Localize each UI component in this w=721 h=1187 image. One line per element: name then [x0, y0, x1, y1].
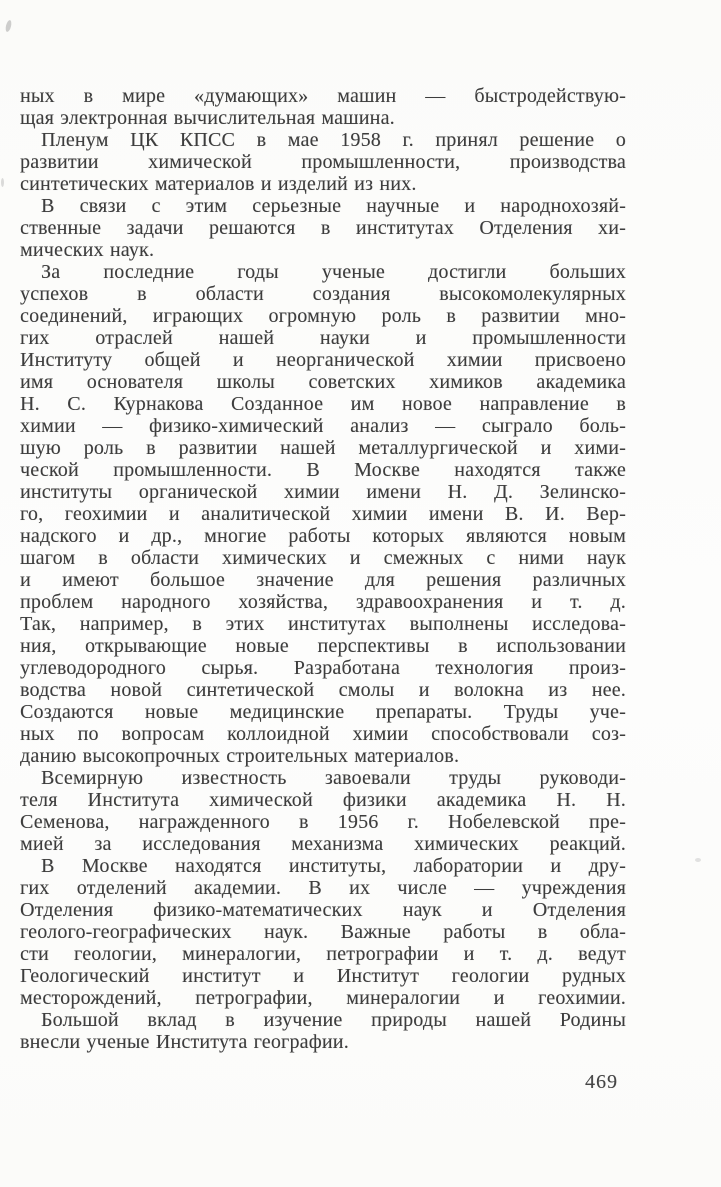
scan-speck — [5, 20, 13, 33]
text-line: В связи с этим серьезные научные и народнохозяй- — [41, 195, 626, 217]
page-number: 469 — [585, 1071, 618, 1093]
text-line: внесли ученые Института географии. — [20, 1031, 349, 1053]
text-line: Геологический институт и Институт геологии рудных — [20, 965, 626, 987]
text-line: проблем народного хозяйства, здравоохранения и т. д. — [20, 591, 626, 613]
text-line: имя основателя школы советских химиков академика — [20, 371, 626, 393]
paragraph — [20, 85, 626, 129]
text-line: Отделения физико-математических наук и Отделения — [20, 899, 626, 921]
text-line: За последние годы ученые достигли больших — [41, 261, 626, 283]
text-line: водства новой синтетической смолы и волокна из нее. — [20, 679, 626, 701]
text-line: Семенова, награжденного в 1956 г. Нобелевской пре- — [20, 811, 626, 833]
paragraph — [20, 855, 626, 1009]
paragraph — [20, 767, 626, 855]
text-line: шагом в области химических и смежных с ними наук — [20, 547, 626, 569]
text-line: сти геологии, минералогии, петрографии и т. д. ведут — [20, 943, 626, 965]
text-line: ния, открывающие новые перспективы в использовании — [20, 635, 626, 657]
text-line: и имеют большое значение для решения различных — [20, 569, 626, 591]
text-line: Н. С. Курнакова Созданное им новое направление в — [20, 393, 626, 415]
text-line: Пленум ЦК КПСС в мае 1958 г. принял решение о — [41, 129, 626, 151]
text-line: надского и др., многие работы которых являются новым — [20, 525, 626, 547]
text-line: химии — физико-химический анализ — сыграло боль- — [20, 415, 626, 437]
body-text — [20, 85, 626, 1053]
text-line: развитии химической промышленности, производства — [20, 151, 626, 173]
paragraph — [20, 195, 626, 261]
text-line: синтетических материалов и изделий из них. — [20, 173, 417, 195]
text-line: мических наук. — [20, 239, 155, 261]
text-line: соединений, играющих огромную роль в развитии мно- — [20, 305, 626, 327]
text-line: ных в мире «думающих» машин — быстродействую- — [20, 85, 626, 107]
text-line: В Москве находятся институты, лаборатории и дру- — [41, 855, 626, 877]
text-line: ственные задачи решаются в институтах Отделения хи- — [20, 217, 626, 239]
text-line: институты органической химии имени Н. Д. Зелинско- — [20, 481, 626, 503]
text-line: мией за исследования механизма химических реакций. — [20, 833, 626, 855]
text-line: Создаются новые медицинские препараты. Труды уче- — [20, 701, 626, 723]
text-line: данию высокопрочных строительных материалов. — [20, 745, 460, 767]
text-line: го, геохимии и аналитической химии имени В. И. Вер- — [20, 503, 626, 525]
text-line: шую роль в развитии нашей металлургической и хими- — [20, 437, 626, 459]
text-line: теля Института химической физики академика Н. Н. — [20, 789, 626, 811]
text-line: Всемирную известность завоевали труды руководи- — [41, 767, 626, 789]
text-line: гих отделений академии. В их числе — учреждения — [20, 877, 626, 899]
text-line: успехов в области создания высокомолекулярных — [20, 283, 626, 305]
text-line: углеводородного сырья. Разработана технология произ- — [20, 657, 626, 679]
text-line: геолого-географических наук. Важные работы в обла- — [20, 921, 626, 943]
text-line: месторождений, петрографии, минералогии и геохимии. — [20, 987, 626, 1009]
text-line: ческой промышленности. В Москве находятся также — [20, 459, 626, 481]
text-line: ных по вопросам коллоидной химии способствовали соз- — [20, 723, 626, 745]
paragraph — [20, 261, 626, 767]
text-line: гих отраслей нашей науки и промышленности — [20, 327, 626, 349]
paragraph — [20, 129, 626, 195]
text-line: щая электронная вычислительная машина. — [20, 107, 395, 129]
scan-speck — [1, 178, 4, 187]
paragraph — [20, 1009, 626, 1053]
text-line: Институту общей и неорганической химии присвоено — [20, 349, 626, 371]
text-line: Большой вклад в изучение природы нашей Родины — [41, 1009, 626, 1031]
text-line: Так, например, в этих институтах выполнены исследова- — [20, 613, 626, 635]
scan-speck — [695, 858, 701, 862]
